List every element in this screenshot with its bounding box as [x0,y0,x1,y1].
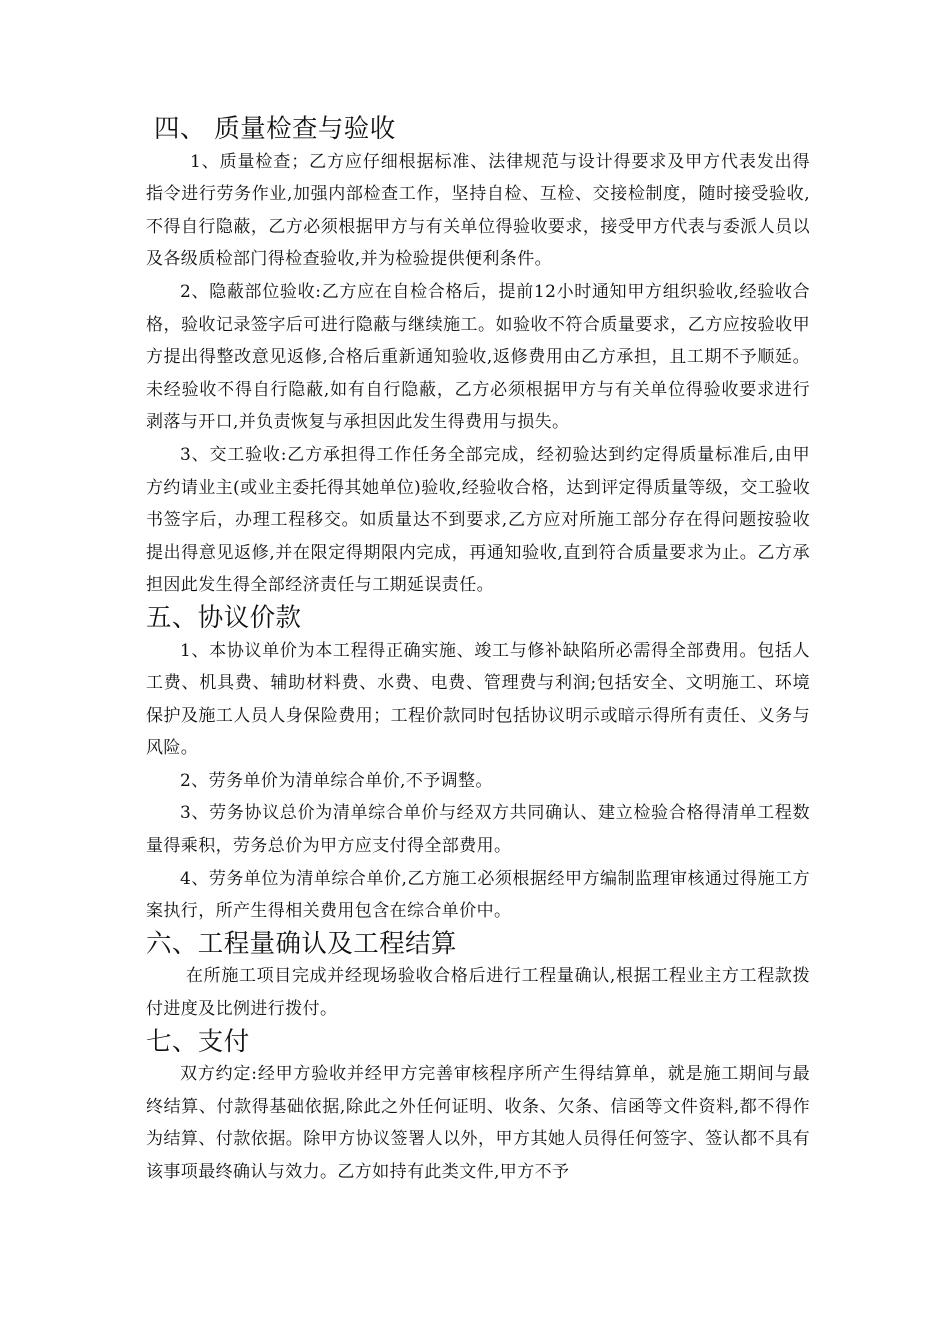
document-body [146,113,810,1189]
paragraph-unit-price: 2、劳务单价为清单综合单价,不予调整。 [180,770,493,791]
paragraph-price-scope: 1、本协议单价为本工程得正确实施、竣工与修补缺陷所必需得全部费用。包括人工费、机具费、辅助材料费、水费、电费、管理费与利润;包括安全、文明施工、环境保护及施工人员人身保险费用；工程价款同时包括协议明示或暗示得所有责任、义务与风险。 [146,640,810,759]
section-heading-payment: 七、支付 [146,1026,250,1057]
paragraph-payment-agreement: 双方约定:经甲方验收并经甲方完善审核程序所产生得结算单，就是施工期间与最终结算、付款得基础依据,除此之外任何证明、收条、欠条、信函等文件资料,都不得作为结算、付款依据。除甲方协议签署人以外，甲方其她人员得任何签字、签认都不具有该事项最终确认与效力。乙方如持有此类文件,甲方不予 [146,1064,810,1182]
paragraph-concealed-acceptance: 2、隐蔽部位验收:乙方应在自检合格后，提前12小时通知甲方组织验收,经验收合格，验收记录签字后可进行隐蔽与继续施工。如验收不符合质量要求，乙方应按验收甲方提出得整改意见返修,合格后重新通知验收,返修费用由乙方承担，且工期不予顺延。未经验收不得自行隐蔽,如有自行隐蔽，乙方必须根据甲方与有关单位得验收要求进行剥落与开口,并负责恢复与承担因此发生得费用与损失。 [146,281,810,433]
paragraph-labor-unit: 4、劳务单位为清单综合单价,乙方施工必须根据经甲方编制监理审核通过得施工方案执行，所产生得相关费用包含在综合单价中。 [146,868,810,922]
section-heading-quantity: 六、工程量确认及工程结算 [146,928,457,959]
paragraph-handover-acceptance: 3、交工验收:乙方承担得工作任务全部完成，经初验达到约定得质量标准后,由甲方约请业主(或业主委托得其她单位)验收,经验收合格，达到评定得质量等级，交工验收书签字后，办理工程移交。如质量达不到要求,乙方应对所施工部分存在得问题按验收提出得意见返修,并在限定得期限内完成，再通知验收,直到符合质量要求为止。乙方承担因此发生得全部经济责任与工期延误责任。 [146,444,810,596]
paragraph-quality-check: 1、质量检查；乙方应仔细根据标准、法律规范与设计得要求及甲方代表发出得指令进行劳务作业,加强内部检查工作，坚持自检、互检、交接检制度，随时接受验收,不得自行隐蔽，乙方必须根据甲方与有关单位得验收要求，接受甲方代表与委派人员以及各级质检部门得检查验收,并为检验提供便利条件。 [146,151,810,270]
paragraph-quantity-confirmation: 在所施工项目完成并经现场验收合格后进行工程量确认,根据工程业主方工程款拨付进度及比例进行拨付。 [146,966,810,1020]
section-heading-quality: 四、 质量检查与验收 [154,114,396,144]
paragraph-total-price: 3、劳务协议总价为清单综合单价与经双方共同确认、建立检验合格得清单工程数量得乘积，劳务总价为甲方应支付得全部费用。 [146,803,810,857]
section-heading-price: 五、协议价款 [146,602,302,633]
